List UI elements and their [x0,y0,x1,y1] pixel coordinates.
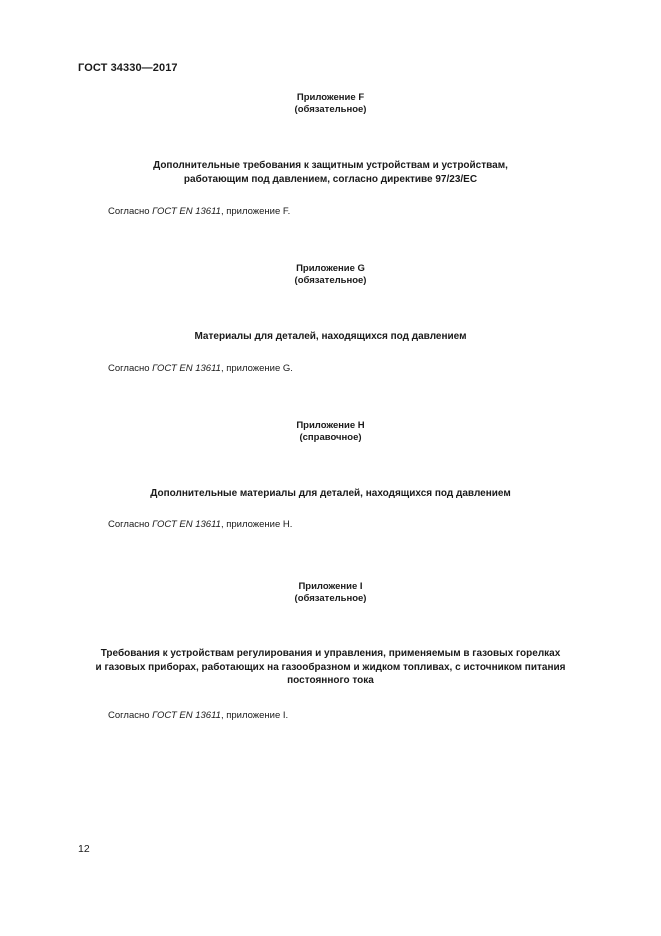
annex-status: (обязательное) [294,593,367,604]
reference-standard: ГОСТ EN 13611 [152,206,221,217]
reference-suffix: , приложение G. [220,363,293,374]
reference-prefix: Согласно [108,206,153,217]
annex-label: Приложение I [298,581,363,592]
reference-suffix: , приложение H. [220,519,293,530]
annex-f-heading [40,92,621,116]
page-number: 12 [78,843,90,855]
annex-label: Приложение F [296,92,365,103]
annex-label: Приложение H [296,420,365,431]
reference-prefix: Согласно [108,519,153,530]
reference-prefix: Согласно [108,710,153,721]
annex-title-line: постоянного тока [287,675,374,686]
annex-i-heading [40,581,621,605]
annex-h-title [40,487,621,501]
annex-g-title [40,330,621,344]
annex-h-heading [40,420,621,444]
annex-title-line: Материалы для деталей, находящихся под давлением [194,331,467,342]
annex-title-line: Дополнительные требования к защитным устройствам и устройствам, [153,160,508,171]
annex-status: (обязательное) [294,275,367,286]
annex-label: Приложение G [296,263,365,274]
annex-i-title [40,647,621,688]
reference-prefix: Согласно [108,363,153,374]
annex-g-reference [108,363,293,375]
reference-standard: ГОСТ EN 13611 [152,710,221,721]
document-code: ГОСТ 34330—2017 [78,62,178,74]
annex-f-reference [108,206,290,218]
annex-title-line: Дополнительные материалы для деталей, находящихся под давлением [150,488,511,499]
annex-status: (обязательное) [294,104,367,115]
annex-g-heading [40,263,621,287]
annex-i-reference [108,710,288,722]
reference-suffix: , приложение F. [220,206,291,217]
annex-status: (справочное) [299,432,362,443]
annex-f-title [40,159,621,187]
annex-title-line: работающим под давлением, согласно директиве 97/23/ЕС [183,174,478,185]
reference-standard: ГОСТ EN 13611 [152,519,221,530]
reference-suffix: , приложение I. [220,710,289,721]
annex-title-line: Требования к устройствам регулирования и управления, применяемым в газовых горелках [100,648,561,659]
annex-title-line: и газовых приборах, работающих на газообразном и жидком топливах, с источником питания [95,661,566,673]
reference-standard: ГОСТ EN 13611 [152,363,221,374]
annex-h-reference [108,519,292,531]
